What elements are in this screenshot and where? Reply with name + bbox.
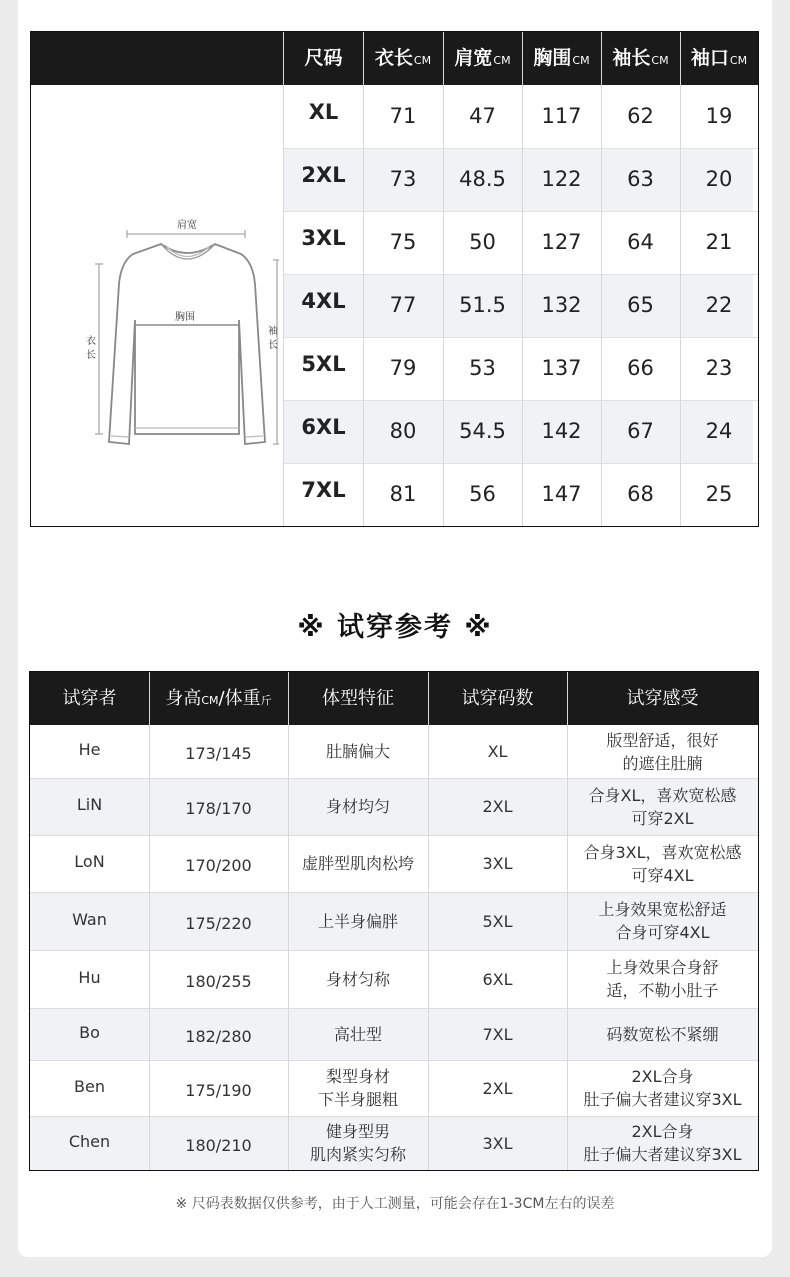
size-value: 81 [389, 482, 417, 506]
body-type-text [326, 740, 390, 763]
column-divider [680, 32, 681, 526]
body-type-line: 身材匀称 [325, 969, 390, 989]
size-value: 19 [705, 104, 733, 128]
size-value: 68 [627, 482, 654, 506]
try-size-text: 7XL [482, 1024, 513, 1044]
row-divider [30, 950, 758, 951]
body-type-line: 高壮型 [333, 1024, 382, 1044]
feeling-line: 可穿4XL [631, 865, 694, 885]
feeling-line: 合身XL，喜欢宽松感 [588, 785, 737, 805]
feeling-line: 合身可穿4XL [615, 923, 710, 942]
try-on-row [30, 778, 758, 835]
feeling-line: 上身效果合身舒 [606, 958, 719, 977]
height-weight-text: 175/220 [185, 913, 252, 933]
feeling [567, 1116, 758, 1170]
row-divider [284, 400, 758, 401]
try-on-table [29, 671, 759, 1171]
height-weight-text: 178/170 [185, 799, 252, 818]
height-weight-text: 182/280 [185, 1026, 252, 1046]
feeling [567, 1008, 758, 1060]
label-shoulder: 肩宽 [177, 220, 197, 231]
body-type-text [326, 795, 390, 818]
header-cuff: 袖口CM [690, 47, 748, 69]
row-divider [284, 211, 758, 212]
body-type [288, 892, 428, 950]
body-type-text [326, 968, 390, 991]
tester-name [30, 725, 149, 778]
height-weight-text: 180/255 [185, 971, 252, 991]
feeling-line: 2XL合身 [631, 1122, 694, 1141]
body-type [288, 835, 428, 892]
body-type-text [310, 1120, 406, 1166]
size-value: 79 [389, 356, 417, 380]
header-tester: 试穿者 [62, 688, 117, 709]
row-divider [284, 148, 758, 149]
tester-name [30, 778, 149, 835]
try-on-row [30, 1060, 758, 1116]
size-value: 62 [627, 104, 654, 128]
feeling [567, 778, 758, 835]
height-weight [149, 1116, 288, 1170]
feeling-text [606, 956, 718, 1002]
tester-name-text: Ben [74, 1076, 105, 1096]
try-size-text: 5XL [482, 911, 513, 931]
column-divider [283, 32, 284, 526]
try-size [428, 778, 567, 835]
label-sleeve-top: 袖 [268, 326, 278, 337]
column-divider [567, 672, 568, 1170]
try-size [428, 835, 567, 892]
height-weight-text: 175/190 [185, 1080, 252, 1100]
size-label: 2XL [301, 163, 346, 187]
tester-name-text: Wan [72, 909, 107, 929]
tester-name-text: LiN [76, 795, 103, 814]
body-type-text [302, 852, 414, 875]
column-divider [363, 32, 364, 526]
feeling [567, 950, 758, 1008]
size-value: 80 [389, 419, 417, 443]
row-divider [284, 463, 758, 464]
row-divider [30, 1060, 758, 1061]
try-size-text: 2XL [482, 1078, 513, 1098]
tester-name-text: Chen [68, 1131, 111, 1151]
feeling [567, 725, 758, 778]
tester-name [30, 835, 149, 892]
tester-name-text: He [78, 740, 101, 759]
body-type-line: 健身型男 [325, 1122, 390, 1141]
feeling-text [598, 898, 726, 944]
size-value: 50 [469, 230, 496, 254]
height-weight-text: 173/145 [185, 744, 252, 763]
feeling-line: 适，不勒小肚子 [606, 981, 719, 1000]
row-divider [284, 274, 758, 275]
feeling-text [589, 784, 737, 830]
size-value: 147 [541, 482, 582, 506]
column-divider [443, 32, 444, 526]
feeling-line: 的遮住肚腩 [622, 753, 703, 773]
try-size-text: 6XL [482, 969, 513, 989]
body-type-line: 肌肉紧实匀称 [309, 1145, 406, 1164]
feeling-line: 肚子偏大者建议穿3XL [583, 1090, 742, 1109]
feeling-line: 肚子偏大者建议穿3XL [583, 1145, 742, 1164]
size-value: 66 [627, 356, 654, 380]
header-height-weight: 身高CM/体重斤 [165, 688, 272, 709]
sweater-diagram [69, 218, 279, 448]
try-size [428, 1008, 567, 1060]
feeling-line: 码数宽松不紧绷 [606, 1024, 719, 1044]
header-body-type: 体型特征 [322, 688, 394, 709]
try-on-row [30, 1116, 758, 1170]
feeling-line: 合身3XL，喜欢宽松感 [583, 842, 742, 862]
body-type [288, 778, 428, 835]
body-type-line: 梨型身材 [325, 1067, 390, 1086]
feeling-text [583, 1120, 741, 1166]
try-size [428, 725, 567, 778]
size-label: 4XL [301, 289, 346, 313]
size-row [284, 463, 753, 526]
try-on-row [30, 950, 758, 1008]
row-divider [30, 1008, 758, 1009]
body-type [288, 1008, 428, 1060]
height-weight-text: 180/210 [185, 1135, 252, 1155]
body-type-line: 虚胖型肌肉松垮 [301, 854, 414, 873]
try-on-row [30, 892, 758, 950]
size-label: 7XL [301, 478, 346, 502]
try-size [428, 1116, 567, 1170]
size-row [284, 85, 753, 148]
feeling-line: 2XL合身 [631, 1067, 694, 1086]
body-type-text [318, 1065, 398, 1111]
body-type-line: 下半身腿粗 [317, 1090, 398, 1109]
header-length: 衣长CM [374, 47, 432, 69]
height-weight-text: 170/200 [185, 856, 252, 875]
size-value: 25 [705, 482, 733, 506]
size-value: 20 [705, 167, 733, 191]
tester-name [30, 892, 149, 950]
size-value: 137 [541, 356, 582, 380]
body-type [288, 725, 428, 778]
feeling-text [583, 1065, 741, 1111]
label-length-bottom: 长 [86, 350, 96, 361]
size-value: 142 [541, 419, 582, 443]
size-value: 127 [541, 230, 582, 254]
feeling-text [606, 729, 718, 775]
size-value: 63 [627, 167, 654, 191]
height-weight [149, 1008, 288, 1060]
feeling-text [583, 841, 741, 887]
height-weight [149, 1060, 288, 1116]
try-on-row [30, 725, 758, 778]
size-chart-table [30, 31, 759, 527]
try-size-text: 3XL [482, 854, 513, 873]
feeling-line: 可穿2XL [631, 808, 694, 828]
feeling [567, 1060, 758, 1116]
size-value: 71 [389, 104, 417, 128]
column-divider [149, 672, 150, 1170]
size-value: 75 [389, 230, 417, 254]
size-value: 117 [541, 104, 582, 128]
size-chart-header [31, 32, 758, 85]
height-weight [149, 892, 288, 950]
header-shoulder: 肩宽CM [454, 47, 511, 69]
header-feeling: 试穿感受 [626, 688, 699, 709]
size-value: 73 [389, 167, 417, 191]
size-value: 56 [469, 482, 496, 506]
row-divider [30, 835, 758, 836]
footnote: ※ 尺码表数据仅供参考，由于人工测量，可能会存在1-3CM左右的误差 [175, 1196, 615, 1212]
try-on-row [30, 835, 758, 892]
size-value: 132 [541, 293, 582, 317]
try-size-text: 3XL [482, 1133, 513, 1153]
size-value: 67 [627, 419, 654, 443]
try-size [428, 892, 567, 950]
size-value: 122 [541, 167, 582, 191]
try-size [428, 950, 567, 1008]
size-value: 53 [469, 356, 496, 380]
body-type-line: 身材均匀 [325, 797, 390, 816]
size-label: 3XL [301, 226, 346, 250]
body-type-text [334, 1023, 382, 1046]
row-divider [284, 337, 758, 338]
header-chest: 胸围CM [533, 47, 590, 69]
size-row [284, 337, 753, 400]
section-title: ※ 试穿参考 ※ [297, 612, 493, 643]
size-row [284, 148, 753, 211]
size-row [284, 211, 753, 274]
feeling [567, 835, 758, 892]
size-row [284, 400, 753, 463]
try-on-header [30, 672, 758, 725]
header-size: 尺码 [304, 47, 343, 69]
feeling [567, 892, 758, 950]
header-try-size: 试穿码数 [461, 688, 534, 709]
feeling-line: 上身效果宽松舒适 [598, 900, 727, 919]
height-weight [149, 778, 288, 835]
size-value: 23 [705, 356, 733, 380]
size-value: 51.5 [459, 293, 506, 317]
height-weight [149, 835, 288, 892]
size-value: 77 [389, 293, 417, 317]
size-label: 6XL [301, 415, 346, 439]
size-value: 64 [627, 230, 654, 254]
tester-name-text: LoN [74, 852, 105, 871]
label-length-top: 衣 [86, 336, 96, 347]
row-divider [30, 1116, 758, 1117]
size-label: 5XL [301, 352, 346, 376]
row-divider [30, 778, 758, 779]
height-weight [149, 725, 288, 778]
size-value: 48.5 [459, 167, 506, 191]
try-size-text: 2XL [482, 797, 513, 816]
row-divider [30, 892, 758, 893]
column-divider [428, 672, 429, 1170]
size-value: 22 [705, 293, 733, 317]
size-value: 65 [627, 293, 654, 317]
try-on-row [30, 1008, 758, 1060]
body-type [288, 1116, 428, 1170]
feeling-text [606, 1023, 718, 1046]
tester-name-text: Bo [79, 1022, 100, 1042]
size-value: 21 [705, 230, 733, 254]
size-row [284, 274, 753, 337]
body-type [288, 1060, 428, 1116]
try-size [428, 1060, 567, 1116]
tester-name-text: Hu [78, 967, 101, 987]
tester-name [30, 950, 149, 1008]
body-type-line: 肚腩偏大 [325, 742, 390, 761]
column-divider [601, 32, 602, 526]
label-chest: 胸围 [175, 312, 195, 323]
body-type [288, 950, 428, 1008]
header-sleeve-length: 袖长CM [612, 47, 669, 69]
tester-name [30, 1116, 149, 1170]
size-value: 54.5 [459, 419, 506, 443]
tester-name [30, 1060, 149, 1116]
size-value: 47 [469, 104, 496, 128]
try-size-text: XL [487, 742, 508, 761]
feeling-line: 版型舒适，很好 [606, 730, 719, 750]
size-label: XL [308, 100, 339, 124]
body-type-text [318, 910, 398, 933]
label-sleeve-bottom: 长 [268, 340, 278, 351]
column-divider [522, 32, 523, 526]
height-weight [149, 950, 288, 1008]
column-divider [288, 672, 289, 1170]
size-value: 24 [705, 419, 733, 443]
tester-name [30, 1008, 149, 1060]
body-type-line: 上半身偏胖 [317, 911, 398, 931]
